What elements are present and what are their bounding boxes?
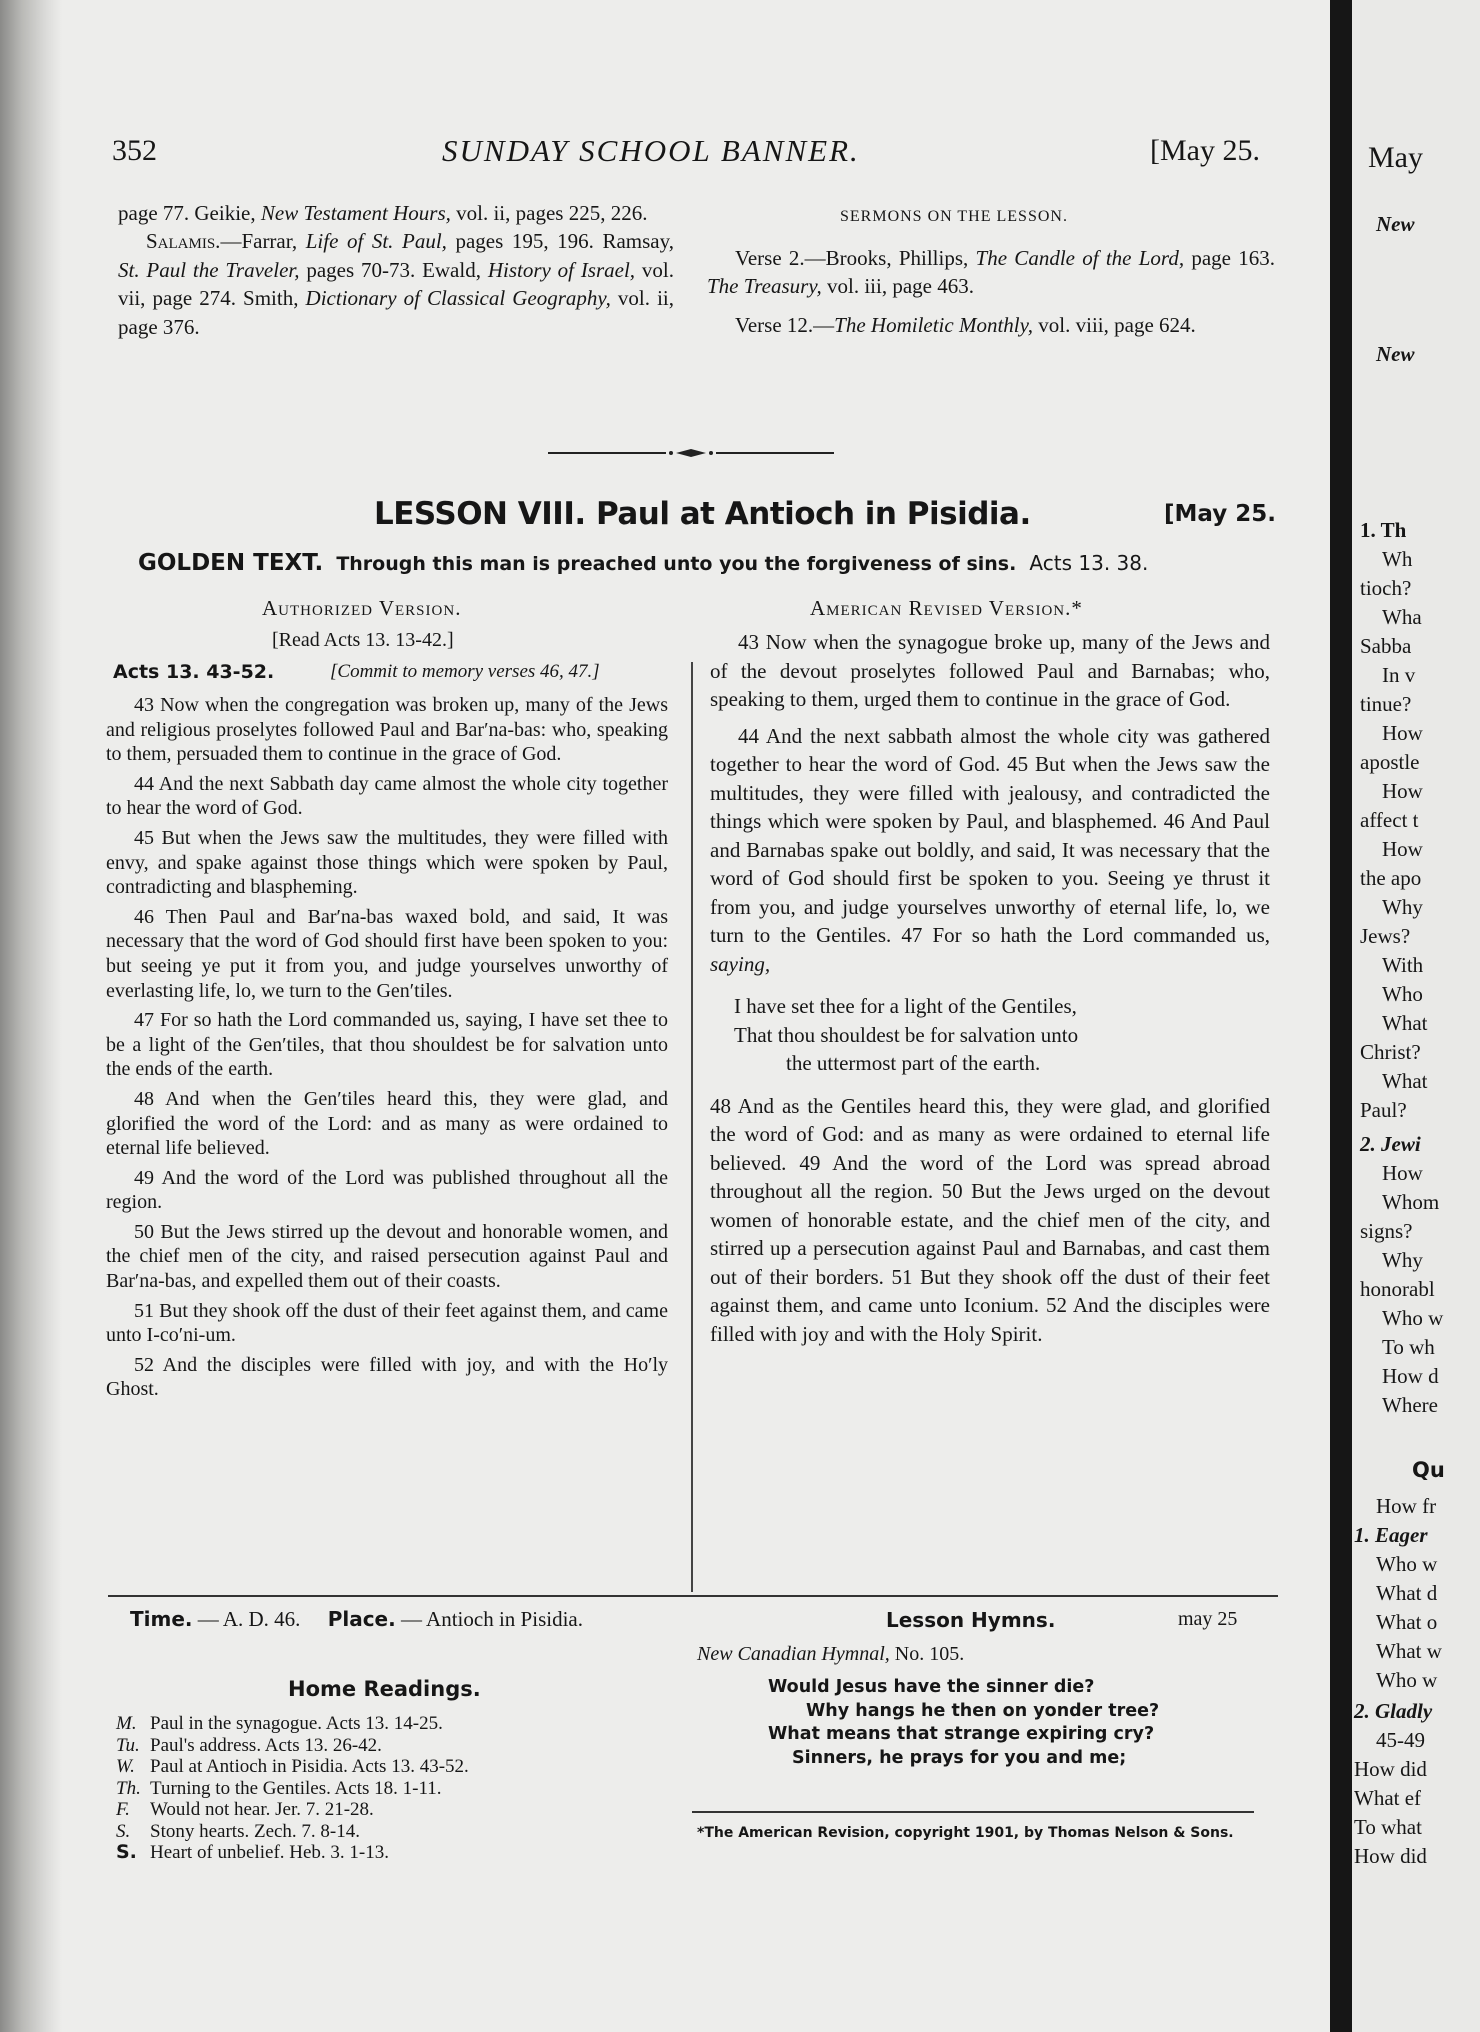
home-readings-list [116, 1713, 469, 1864]
next-page-fragment: What o [1376, 1610, 1438, 1634]
home-readings-heading: Home Readings. [288, 1677, 481, 1701]
quote-line: I have set thee for a light of the Gentiles, [734, 994, 1077, 1018]
authorized-text [106, 693, 668, 1402]
next-page-fragment: How did [1354, 1844, 1427, 1868]
next-page-fragment: Who w [1376, 1668, 1438, 1692]
hymn-line: What means that strange expiring cry? [768, 1724, 1155, 1744]
next-page-fragment: honorabl [1360, 1277, 1435, 1301]
hymns-date: may 25 [1178, 1608, 1238, 1630]
verse-50: 50 But the Jews stirred up the devout and honorable women, and the chief men of the city, and raised persecution against Paul and Bar′na-bas, and expelled them out of their coasts. [106, 1220, 668, 1293]
next-page-fragment: How [1382, 837, 1423, 861]
next-page-fragment: What ef [1354, 1786, 1422, 1810]
sermons-block [707, 244, 1275, 339]
next-page-fragment: New [1376, 212, 1415, 236]
next-page-fragment: 1. Eager [1354, 1523, 1428, 1547]
ornament-divider [548, 448, 834, 458]
next-page-fragment: How fr [1376, 1494, 1437, 1518]
reading-item: S. Stony hearts. Zech. 7. 8-14. [116, 1820, 361, 1842]
place-label: Place. [327, 1607, 396, 1631]
verse-52: 52 And the disciples were filled with joy, and with the Ho′ly Ghost. [106, 1353, 668, 1401]
reading-item: W. Paul at Antioch in Pisidia. Acts 13. 43-52. [116, 1756, 469, 1777]
verse-48: 48 And when the Gen′tiles heard this, they were glad, and glorified the word of the Lord: and as many as were ordained to eternal life believed. [106, 1087, 668, 1160]
next-page-fragment: tioch? [1360, 576, 1412, 600]
next-page-fragment: What [1382, 1011, 1428, 1035]
next-page-fragment: affect t [1360, 808, 1419, 832]
revised-heading: American Revised Version.* [810, 596, 1083, 620]
next-page-fragment: Wh [1382, 547, 1413, 571]
next-page-fragment: How d [1382, 1364, 1439, 1388]
golden-text [138, 550, 1148, 576]
references-block [118, 199, 674, 341]
next-page-fragment: Who w [1382, 1306, 1444, 1330]
running-title: SUNDAY SCHOOL BANNER. [442, 133, 860, 168]
next-page-fragment: 45-49 [1376, 1728, 1425, 1752]
next-page-fragment: With [1382, 953, 1424, 977]
verse-47: 47 For so hath the Lord commanded us, saying, I have set thee to be a light of the Gen′tiles, that thou shouldest be for salvation unto the ends of the earth. [106, 1009, 668, 1081]
reference-salamis: Salamis.—Farrar, Life of St. Paul, pages 195, 196. Ramsay, St. Paul the Traveler, pages 70-73. Ewald, History of Israel, vol. vii, page 274. Smith, Dictionary of Classical Geography, vol. ii, page 376. [118, 229, 675, 339]
next-page-fragment: apostle [1360, 750, 1420, 774]
next-page-fragment: signs? [1360, 1219, 1413, 1243]
reading-item: M. Paul in the synagogue. Acts 13. 14-25. [116, 1713, 443, 1734]
section-rule [108, 1595, 1278, 1597]
next-page-fragment: Why [1382, 1248, 1423, 1272]
next-page-fragment: Qu [1412, 1458, 1445, 1482]
next-page-fragment: the apo [1360, 866, 1422, 890]
verse-43: 43 Now when the congregation was broken up, many of the Jews and religious proselytes followed Paul and Bar′na-bas: who, speaking to them, persuaded them to continue in the grace of God. [106, 694, 668, 766]
quote-line: the uttermost part of the earth. [786, 1051, 1041, 1075]
next-page-fragment: How [1382, 721, 1423, 745]
next-page-fragment: 2. Jewi [1360, 1132, 1421, 1156]
next-page-fragment: 2. Gladly [1354, 1699, 1433, 1723]
sermon-verse-2: Verse 2.—Brooks, Phillips, The Candle of the Lord, page 163. The Treasury, vol. iii, page 463. [707, 246, 1275, 299]
next-page-fragment: To wh [1382, 1335, 1435, 1359]
sermons-heading: SERMONS ON THE LESSON. [840, 208, 1068, 225]
authorized-ref: Acts 13. 43-52. [113, 661, 275, 683]
reading-item: S. Heart of unbelief. Heb. 3. 1-13. [116, 1841, 390, 1863]
place-value: — Antioch in Pisidia. [395, 1607, 583, 1631]
verse-51: 51 But they shook off the dust of their feet against them, and came unto I-co′ni-um. [106, 1299, 668, 1347]
reading-item: Tu. Paul's address. Acts 13. 26-42. [116, 1734, 382, 1756]
quote-line: That thou shouldest be for salvation unto [734, 1022, 1079, 1047]
revised-quote [734, 992, 1270, 1078]
next-page-fragment: Jews? [1360, 924, 1411, 948]
footnote: *The American Revision, copyright 1901, by Thomas Nelson & Sons. [697, 1825, 1234, 1841]
verse-45: 45 But when the Jews saw the multitudes, they were filled with envy, and spake against those things which were spoken by Paul, contradicting and blaspheming. [106, 826, 668, 899]
next-page-fragment: Wha [1382, 605, 1422, 629]
next-page-fragment: New [1376, 342, 1415, 366]
time-place [130, 1604, 670, 1634]
next-page-fragment: What d [1376, 1581, 1438, 1605]
next-page-fragment: Paul? [1360, 1098, 1407, 1122]
sermon-verse-12: Verse 12.—The Homiletic Monthly, vol. viii, page 624. [735, 312, 1196, 337]
time-label: Time. [130, 1607, 193, 1631]
header-date: [May 25. [1150, 134, 1260, 167]
next-page-fragment: What [1382, 1069, 1428, 1093]
hymnal-reference: New Canadian Hymnal, No. 105. [697, 1643, 965, 1665]
next-page-fragment: Where [1382, 1393, 1438, 1417]
golden-text-ref: Acts 13. 38. [1029, 551, 1149, 575]
lesson-date: [May 25. [1164, 501, 1276, 527]
next-page-fragment: How [1382, 1161, 1423, 1185]
golden-text-label: GOLDEN TEXT. [138, 550, 324, 576]
next-page-fragment: How did [1354, 1757, 1427, 1781]
next-page-fragment: How [1382, 779, 1423, 803]
next-page-fragment: Sabba [1360, 634, 1412, 658]
verse-49: 49 And the word of the Lord was published throughout all the region. [106, 1166, 668, 1214]
revised-para-43: 43 Now when the synagogue broke up, many of the Jews and of the devout proselytes followed Paul and Barnabas; who, speaking to them, urged them to continue in the grace of God. [710, 630, 1270, 711]
next-page-edge [1352, 0, 1480, 2032]
lesson-title: LESSON VIII. Paul at Antioch in Pisidia. [374, 496, 1031, 532]
authorized-heading: Authorized Version. [262, 596, 462, 620]
revised-para-48-52: 48 And as the Gentiles heard this, they were glad, and glorified the word of God: and as many as were ordained to eternal life believed. 49 And the word of the Lord was spread abroad throughout all the region. 50 But the Jews urged on the devout women of honorable estate, and the chief men of the city, and stirred up a persecution against Paul and Barnabas, and cast them out of their borders. 51 But they shook off the dust of their feet against them, and came unto Iconium. 52 And the disciples were filled with joy and with the Holy Spirit. [710, 1093, 1270, 1346]
revised-para-44-47: 44 And the next sabbath almost the whole city was gathered together to hear the word of God. 45 But when the Jews saw the multitudes, they were filled with jealousy, and contradicted the things which were spoken by Paul, and blasphemed. 46 And Paul and Barnabas spake out boldly, and said, It was necessary that the word of God should first be spoken to you. Seeing ye thrust it from you, and judge yourselves unworthy of eternal life, lo, we turn to the Gentiles. 47 For so hath the Lord commanded us, saying, [710, 723, 1270, 976]
page-number: 352 [112, 134, 157, 167]
time-value: — A. D. 46. [192, 1607, 301, 1631]
next-page-fragment: To what [1354, 1815, 1422, 1839]
next-page-fragment: What w [1376, 1639, 1442, 1663]
hymn-line: Why hangs he then on yonder tree? [806, 1700, 1160, 1721]
hymn-line: Would Jesus have the sinner die? [768, 1677, 1095, 1697]
next-page-fragment: Why [1382, 895, 1423, 919]
revised-text [710, 628, 1270, 1348]
next-page-fragment: 1. Th [1360, 518, 1407, 542]
reference-geikie: page 77. Geikie, New Testament Hours, vol. ii, pages 225, 226. [118, 201, 648, 225]
column-divider [691, 662, 693, 1592]
verse-46: 46 Then Paul and Bar′na-bas waxed bold, and said, It was necessary that the word of God should first have been spoken to you: but seeing ye put it from you, and judge yourselves unworthy of everlasting life, lo, we turn to the Gen′tiles. [106, 905, 668, 1002]
reading-item: F. Would not hear. Jer. 7. 21-28. [116, 1799, 374, 1820]
page-seam [1330, 0, 1352, 2032]
next-page-fragment: Christ? [1360, 1040, 1421, 1064]
golden-text-verse: Through this man is preached unto you the forgiveness of sins. [336, 553, 1017, 575]
verse-44: 44 And the next Sabbath day came almost the whole city together to hear the word of God. [106, 772, 668, 820]
commit-note: [Commit to memory verses 46, 47.] [330, 661, 600, 682]
next-page-fragment: tinue? [1360, 692, 1412, 716]
footnote-rule [692, 1811, 1254, 1813]
hymn-line: Sinners, he prays for you and me; [792, 1747, 1127, 1768]
reading-item: Th. Turning to the Gentiles. Acts 18. 1-11. [116, 1777, 442, 1799]
next-page-fragment: In v [1382, 663, 1416, 687]
authorized-read-note: [Read Acts 13. 13-42.] [272, 629, 454, 651]
hymns-heading: Lesson Hymns. [886, 1608, 1056, 1632]
page-gutter-shadow [0, 0, 62, 2032]
next-page-fragment: Who w [1376, 1552, 1438, 1576]
hymn-lines [768, 1676, 1159, 1770]
next-page-header: May [1368, 141, 1423, 174]
next-page-fragment: Who [1382, 982, 1423, 1006]
next-page-fragment: Whom [1382, 1190, 1440, 1214]
